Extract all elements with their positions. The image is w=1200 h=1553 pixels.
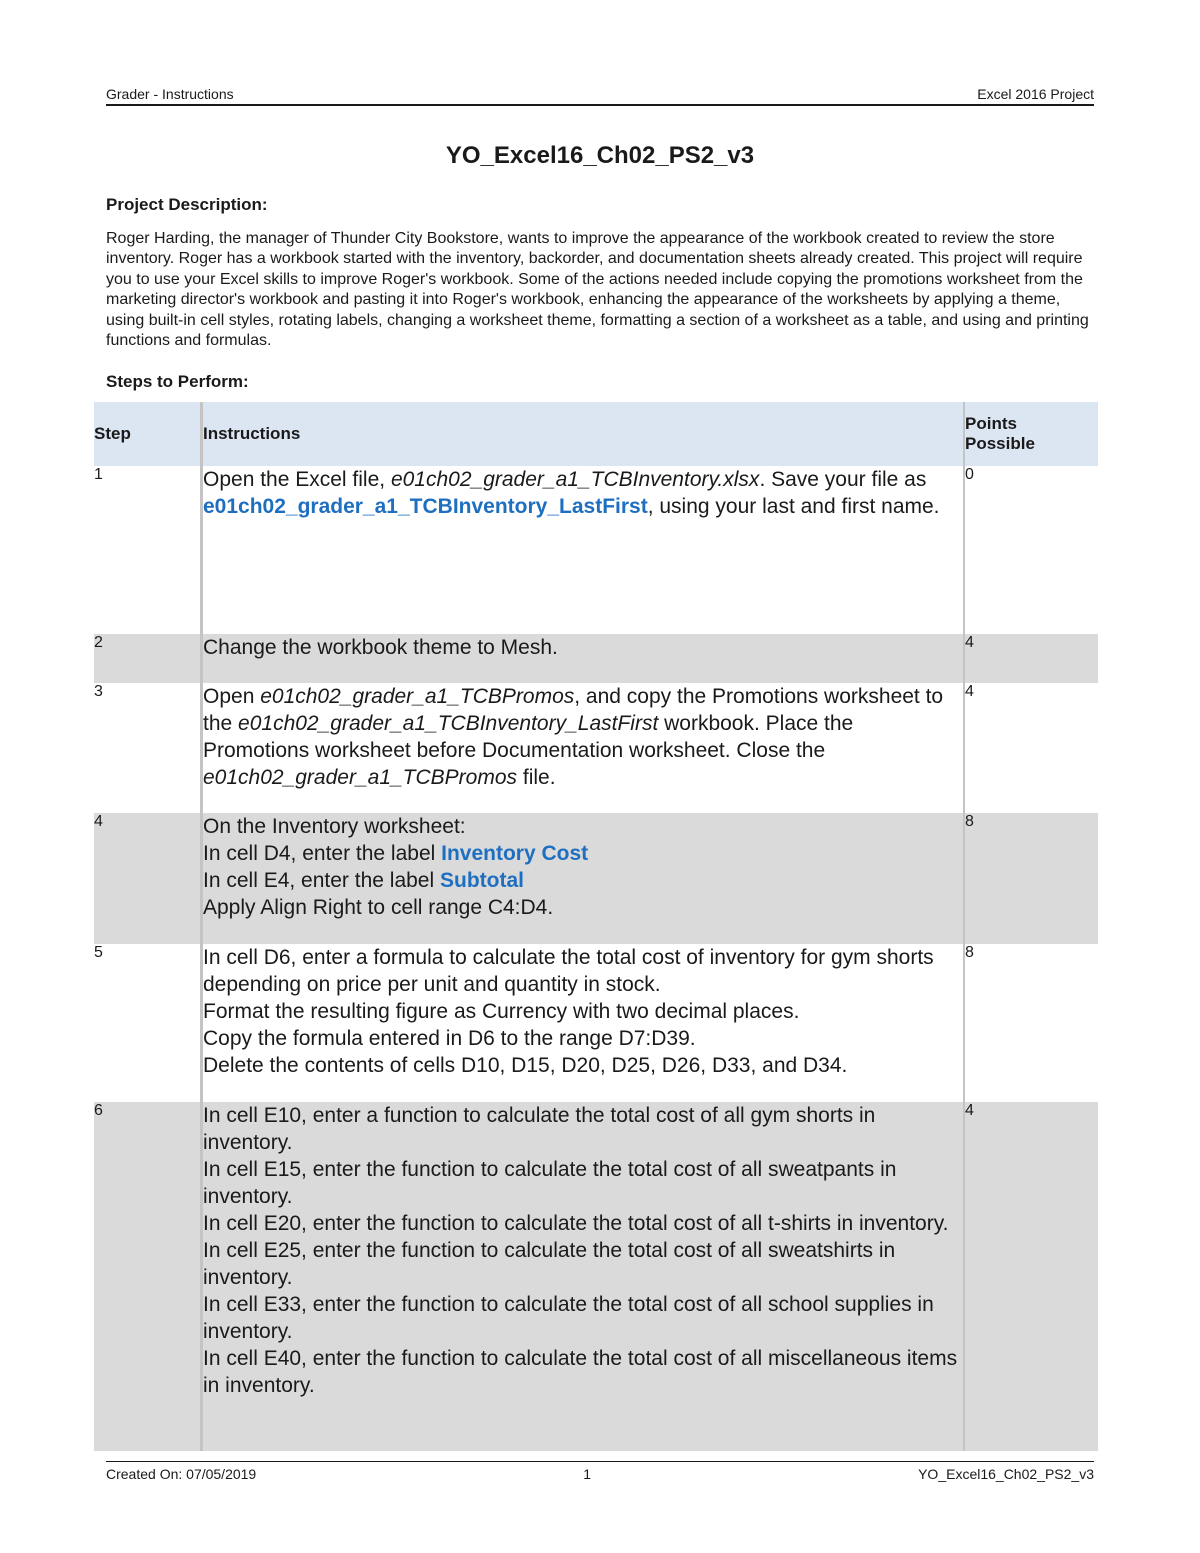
instruction-filename: e01ch02_grader_a1_TCBInventory_LastFirst bbox=[238, 712, 659, 735]
page-title: YO_Excel16_Ch02_PS2_v3 bbox=[445, 142, 755, 169]
instruction-filename: e01ch02_grader_a1_TCBPromos bbox=[260, 685, 575, 708]
instruction-filename: e01ch02_grader_a1_TCBPromos bbox=[203, 766, 518, 789]
table-row bbox=[94, 1102, 1098, 1451]
table-row bbox=[94, 466, 1098, 634]
step-number: 5 bbox=[94, 944, 202, 1102]
header-instructions: Instructions bbox=[202, 402, 965, 466]
step-instructions bbox=[202, 944, 965, 1102]
step-number: 2 bbox=[94, 634, 202, 683]
header-left: Grader - Instructions bbox=[106, 86, 234, 102]
project-description-text: Roger Harding, the manager of Thunder City Bookstore, wants to improve the appearance of the workbook created to review the store inventory. Roger has a workbook started with the inventory, backorder, and documentation sheets already created. This project will require you to use your Excel skills to improve Roger's workbook. Some of the actions needed include copying the promotions worksheet from the marketing director's workbook and pasting it into Roger's workbook, enhancing the appearance of the worksheets by applying a theme, using built-in cell styles, rotating labels, changing a worksheet theme, formatting a section of a worksheet as a table, and using and printing functions and formulas. bbox=[106, 230, 1089, 350]
steps-label: Steps to Perform: bbox=[106, 372, 249, 391]
instruction-highlight: Subtotal bbox=[439, 869, 524, 892]
instruction-text: Open bbox=[203, 685, 261, 708]
instruction-line: Format the resulting figure as Currency with two decimal places. bbox=[203, 1000, 800, 1023]
header-points bbox=[964, 402, 1098, 466]
table-row bbox=[94, 634, 1098, 683]
page-footer bbox=[106, 1461, 1094, 1482]
instruction-line: In cell E10, enter a function to calculate the total cost of all gym shorts in inventory. bbox=[203, 1104, 876, 1154]
instruction-filename: e01ch02_grader_a1_TCBInventory.xlsx bbox=[390, 468, 760, 491]
instruction-text: , and copy the Promotions worksheet to the bbox=[203, 685, 944, 735]
header-points-line2: Possible bbox=[965, 434, 1035, 453]
step-points: 0 bbox=[964, 466, 1098, 634]
instruction-line: Copy the formula entered in D6 to the range D7:D39. bbox=[203, 1027, 696, 1050]
instruction-text: In cell E4, enter the label bbox=[203, 869, 440, 892]
instruction-highlight: e01ch02_grader_a1_TCBInventory_LastFirst bbox=[203, 495, 648, 518]
footer-doc-id: YO_Excel16_Ch02_PS2_v3 bbox=[918, 1466, 1094, 1482]
project-description-label: Project Description: bbox=[106, 195, 268, 214]
instruction-line: In cell D6, enter a formula to calculate the total cost of inventory for gym shorts depending on price per unit and quantity in stock. bbox=[203, 946, 934, 996]
instruction-line: In cell E20, enter the function to calculate the total cost of all t-shirts in inventory. bbox=[203, 1212, 949, 1235]
footer-page-number: 1 bbox=[583, 1466, 592, 1482]
step-number: 4 bbox=[94, 813, 202, 944]
step-points: 4 bbox=[964, 634, 1098, 683]
step-instructions bbox=[202, 466, 965, 634]
header-right: Excel 2016 Project bbox=[977, 86, 1094, 102]
instruction-line: In cell E25, enter the function to calculate the total cost of all sweatshirts in inventory. bbox=[203, 1239, 896, 1289]
table-row bbox=[94, 683, 1098, 813]
instruction-line: In cell E33, enter the function to calculate the total cost of all school supplies in inventory. bbox=[203, 1293, 934, 1343]
steps-table bbox=[94, 402, 1098, 1451]
instruction-line: In cell E15, enter the function to calculate the total cost of all sweatpants in inventory. bbox=[203, 1158, 897, 1208]
step-instructions bbox=[202, 634, 965, 683]
step-points: 4 bbox=[964, 1102, 1098, 1451]
step-number: 3 bbox=[94, 683, 202, 813]
instruction-highlight: Inventory Cost bbox=[441, 842, 589, 865]
instruction-text: In cell D4, enter the label bbox=[203, 842, 442, 865]
step-number: 1 bbox=[94, 466, 202, 634]
instruction-line bbox=[203, 867, 963, 894]
instruction-text: . Save your file as bbox=[759, 468, 927, 491]
step-points: 4 bbox=[964, 683, 1098, 813]
instruction-line: Apply Align Right to cell range C4:D4. bbox=[203, 896, 554, 919]
step-instructions bbox=[202, 1102, 965, 1451]
instruction-text: , using your last and first name. bbox=[647, 495, 940, 518]
instruction-text: workbook. Place the Promotions worksheet before Documentation worksheet. Close the bbox=[203, 712, 854, 762]
instruction-text: file. bbox=[517, 766, 556, 789]
instruction-text: Open the Excel file, bbox=[203, 468, 391, 491]
footer-created-on: Created On: 07/05/2019 bbox=[106, 1466, 257, 1482]
instruction-text: Change the workbook theme to Mesh. bbox=[203, 636, 558, 659]
step-instructions bbox=[202, 813, 965, 944]
step-instructions bbox=[202, 683, 965, 813]
header-step: Step bbox=[94, 402, 202, 466]
instruction-line: On the Inventory worksheet: bbox=[203, 815, 466, 838]
instruction-line: Delete the contents of cells D10, D15, D20, D25, D26, D33, and D34. bbox=[203, 1054, 848, 1077]
table-row bbox=[94, 944, 1098, 1102]
instruction-line: In cell E40, enter the function to calculate the total cost of all miscellaneous items in inventory. bbox=[203, 1347, 958, 1397]
table-row bbox=[94, 813, 1098, 944]
step-number: 6 bbox=[94, 1102, 202, 1451]
table-header-row bbox=[94, 402, 1098, 466]
page-header bbox=[106, 82, 1094, 106]
header-points-line1: Points bbox=[965, 414, 1017, 433]
step-points: 8 bbox=[964, 944, 1098, 1102]
instruction-line bbox=[203, 840, 963, 867]
step-points: 8 bbox=[964, 813, 1098, 944]
